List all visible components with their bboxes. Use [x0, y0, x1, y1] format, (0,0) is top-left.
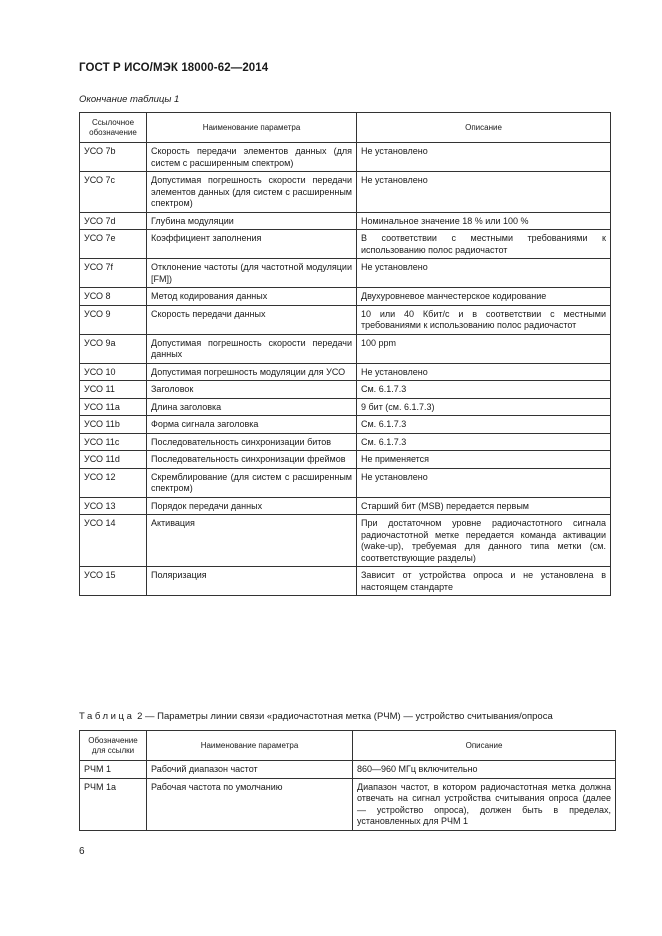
cell-code: УСО 7е: [80, 230, 147, 259]
cell-parameter: Последовательность синхронизации фреймов: [147, 451, 357, 469]
cell-code: УСО 14: [80, 515, 147, 567]
cell-code: УСО 11d: [80, 451, 147, 469]
column-header: Обозначение для ссылки: [80, 731, 147, 761]
cell-parameter: Допустимая погрешность скорости передачи данных: [147, 334, 357, 363]
table-row: [80, 515, 611, 567]
cell-code: УСО 8: [80, 288, 147, 306]
column-header: Описание: [357, 113, 611, 143]
cell-code: УСО 7d: [80, 212, 147, 230]
cell-code: РЧМ 1: [80, 761, 147, 779]
cell-code: УСО 11с: [80, 433, 147, 451]
cell-parameter: Глубина модуляции: [147, 212, 357, 230]
cell-description: См. 6.1.7.3: [357, 381, 611, 399]
cell-description: При достаточном уровне радиочастотного сигнала радиочастотной метке передается команда активации (wake-up), требуемая для данного типа метки (см. соответствующие разделы): [357, 515, 611, 567]
cell-description: Не установлено: [357, 172, 611, 213]
table2-caption: [79, 711, 553, 722]
column-header: Наименование параметра: [147, 113, 357, 143]
table1-caption: Окончание таблицы 1: [79, 94, 180, 105]
cell-description: 10 или 40 Кбит/с и в соответствии с местными требованиями к использованию полос радиочастот: [357, 305, 611, 334]
table-row: [80, 212, 611, 230]
cell-parameter: Скорость передачи элементов данных (для систем с расширенным спектром): [147, 143, 357, 172]
cell-parameter: Порядок передачи данных: [147, 497, 357, 515]
cell-description: Двухуровневое манчестерское кодирование: [357, 288, 611, 306]
table-row: [80, 381, 611, 399]
cell-code: УСО 10: [80, 363, 147, 381]
cell-parameter: Метод кодирования данных: [147, 288, 357, 306]
table-row: [80, 433, 611, 451]
table-row: [80, 334, 611, 363]
cell-code: УСО 13: [80, 497, 147, 515]
cell-code: УСО 11: [80, 381, 147, 399]
cell-parameter: Коэффициент заполнения: [147, 230, 357, 259]
table-row: [80, 416, 611, 434]
cell-code: УСО 7b: [80, 143, 147, 172]
cell-description: Номинальное значение 18 % или 100 %: [357, 212, 611, 230]
cell-parameter: Рабочая частота по умолчанию: [147, 778, 353, 830]
cell-code: УСО 15: [80, 567, 147, 596]
cell-code: УСО 12: [80, 468, 147, 497]
column-header: Наименование параметра: [147, 731, 353, 761]
table-row: [80, 288, 611, 306]
cell-parameter: Отклонение частоты (для частотной модуляции [FM]): [147, 259, 357, 288]
cell-parameter: Форма сигнала заголовка: [147, 416, 357, 434]
parameters-table-1: [79, 112, 611, 596]
cell-description: В соответствии с местными требованиями к использованию полос радиочастот: [357, 230, 611, 259]
cell-description: Не установлено: [357, 143, 611, 172]
cell-description: Старший бит (MSB) передается первым: [357, 497, 611, 515]
cell-code: УСО 7f: [80, 259, 147, 288]
cell-description: Диапазон частот, в котором радиочастотная метка должна отвечать на сигнал устройства считывания опроса (далее — устройство опроса), должен быть в пределах, установленных для РЧМ 1: [353, 778, 616, 830]
cell-parameter: Заголовок: [147, 381, 357, 399]
cell-description: Не применяется: [357, 451, 611, 469]
table-row: [80, 468, 611, 497]
table-row: [80, 143, 611, 172]
table-row: [80, 305, 611, 334]
cell-parameter: Допустимая погрешность модуляции для УСО: [147, 363, 357, 381]
cell-description: Не установлено: [357, 363, 611, 381]
table-row: [80, 567, 611, 596]
cell-code: РЧМ 1а: [80, 778, 147, 830]
cell-description: Зависит от устройства опроса и не установлена в настоящем стандарте: [357, 567, 611, 596]
cell-code: УСО 9: [80, 305, 147, 334]
table2-caption-prefix: Таблица: [79, 711, 135, 722]
table-row: [80, 497, 611, 515]
table-row: [80, 172, 611, 213]
cell-description: 860—960 МГц включительно: [353, 761, 616, 779]
table-row: [80, 451, 611, 469]
table2-caption-text: 2 — Параметры линии связи «радиочастотная метка (РЧМ) — устройство считывания/опроса: [134, 711, 553, 722]
table-row: [80, 230, 611, 259]
cell-parameter: Рабочий диапазон частот: [147, 761, 353, 779]
cell-parameter: Скорость передачи данных: [147, 305, 357, 334]
cell-description: Не установлено: [357, 259, 611, 288]
table-row: [80, 363, 611, 381]
document-header: ГОСТ Р ИСО/МЭК 18000-62—2014: [79, 62, 269, 74]
table-row: [80, 259, 611, 288]
cell-parameter: Активация: [147, 515, 357, 567]
cell-code: УСО 11а: [80, 398, 147, 416]
table-row: [80, 778, 616, 830]
table-row: [80, 761, 616, 779]
cell-description: См. 6.1.7.3: [357, 416, 611, 434]
cell-parameter: Последовательность синхронизации битов: [147, 433, 357, 451]
column-header: Описание: [353, 731, 616, 761]
cell-parameter: Поляризация: [147, 567, 357, 596]
table-row: [80, 398, 611, 416]
cell-parameter: Допустимая погрешность скорости передачи элементов данных (для систем с расширенным спектром): [147, 172, 357, 213]
cell-code: УСО 11b: [80, 416, 147, 434]
cell-code: УСО 9а: [80, 334, 147, 363]
page-number: 6: [79, 846, 85, 857]
column-header: Ссылочное обозначение: [80, 113, 147, 143]
cell-parameter: Длина заголовка: [147, 398, 357, 416]
cell-parameter: Скремблирование (для систем с расширенным спектром): [147, 468, 357, 497]
parameters-table-2: [79, 730, 616, 831]
cell-description: Не установлено: [357, 468, 611, 497]
cell-code: УСО 7с: [80, 172, 147, 213]
cell-description: 100 ppm: [357, 334, 611, 363]
cell-description: 9 бит (см. 6.1.7.3): [357, 398, 611, 416]
cell-description: См. 6.1.7.3: [357, 433, 611, 451]
